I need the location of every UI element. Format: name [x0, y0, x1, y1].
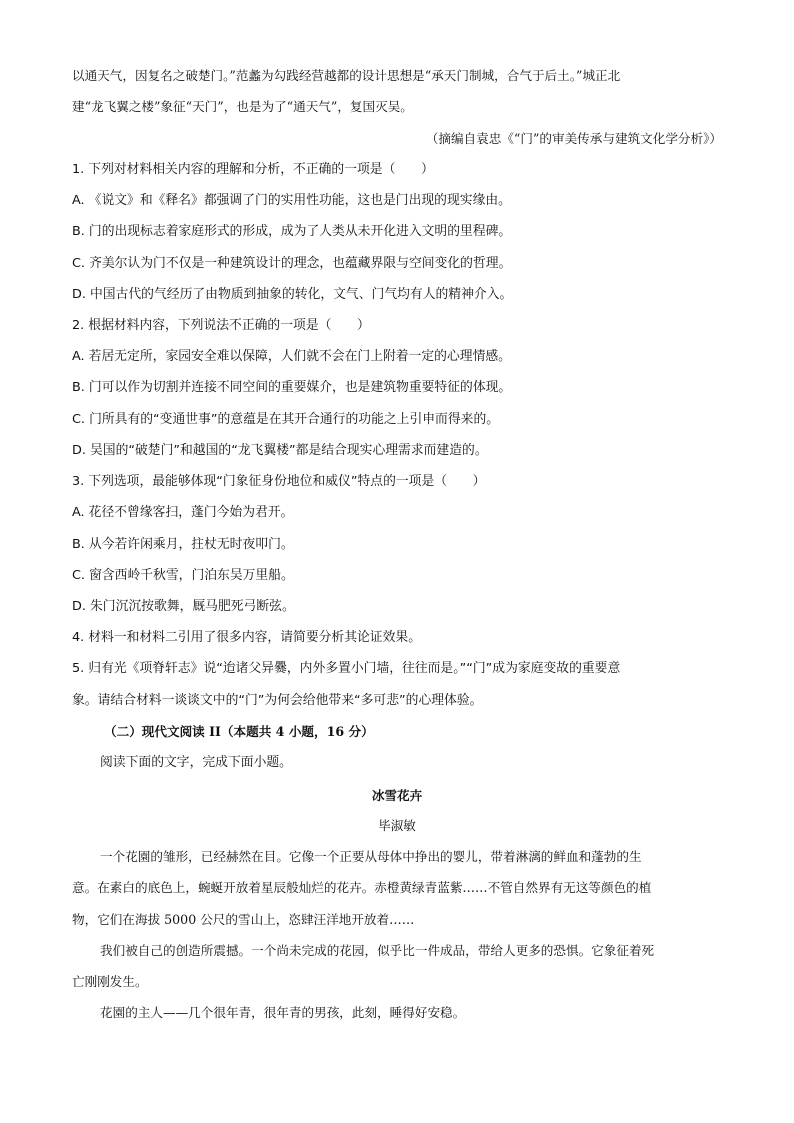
question-stem: 5. 归有光《项脊轩志》说“迨诸父异爨，内外多置小门墙，往往而是。”“门”成为家庭变故的重要意: [72, 661, 621, 676]
question-stem: 2. 根据材料内容，下列说法不正确的一项是（ ）: [72, 318, 370, 333]
question-option: A. 花径不曾缘客扫，蓬门今始为君开。: [72, 505, 294, 520]
section-heading: （二）现代文阅读 II（本题共 4 小题，16 分）: [104, 724, 374, 739]
question-option: C. 门所具有的“变通世事”的意蕴是在其开合通行的功能之上引申而得来的。: [72, 412, 500, 427]
article-paragraph-line: 意。在素白的底色上，蜿蜒开放着星辰般灿烂的花卉。赤橙黄绿青蓝紫……不管自然界有无这等颜色的植: [72, 880, 652, 895]
material-text-line: 以通天气，因复名之破楚门。”范蠡为勾践经营越都的设计思想是“承天门制城，合气于后土。”城正北: [72, 68, 621, 83]
article-title: 冰雪花卉: [371, 788, 423, 803]
question-stem: 3. 下列选项，最能够体现“门象征身份地位和威仪”特点的一项是（ ）: [72, 474, 486, 489]
question-option: C. 齐美尔认为门不仅是一种建筑设计的理念，也蕴藏界限与空间变化的哲理。: [72, 256, 512, 271]
article-paragraph-line: 一个花園的雏形，已经赫然在目。它像一个正要从母体中挣出的婴儿，带着淋漓的鲜血和蓬勃的生: [100, 849, 642, 864]
question-stem: 1. 下列对材料相关内容的理解和分析，不正确的一项是（ ）: [72, 162, 434, 177]
question-option: A. 若居无定所，家园安全难以保障，人们就不会在门上附着一定的心理情感。: [72, 349, 511, 364]
article-author: 毕淑敏: [378, 818, 416, 833]
article-paragraph-line: 我们被自己的创造所震撼。一个尚未完成的花园，似乎比一件成品，带给人更多的恐惧。它象征着死: [100, 943, 655, 958]
article-paragraph-line: 亡刚刚发生。: [72, 974, 148, 989]
question-stem: 4. 材料一和材料二引用了很多内容，请简要分析其论证效果。: [72, 630, 421, 645]
section-instruction: 阅读下面的文字，完成下面小题。: [100, 755, 292, 770]
question-option: A. 《说文》和《释名》都强调了门的实用性功能，这也是门出现的现实缘由。: [72, 193, 511, 208]
question-option: B. 从今若许闲乘月，拄杖无时夜叩门。: [72, 537, 294, 552]
material-source: （摘编自袁忠《“门”的审美传承与建筑文化学分析》）: [425, 131, 722, 146]
material-text-line: 建“龙飞翼之楼”象征“天门”，也是为了“通天气”，复国灭吴。: [72, 99, 413, 114]
question-option: D. 吴国的“破楚门”和越国的“龙飞翼楼”都是结合现实心理需求而建造的。: [72, 443, 488, 458]
question-option: D. 中国古代的气经历了由物质到抽象的转化，文气、门气均有人的精神介入。: [72, 287, 513, 302]
question-option: D. 朱门沉沉按歌舞，厩马肥死弓断弦。: [72, 599, 295, 614]
question-option: B. 门可以作为切割并连接不同空间的重要媒介，也是建筑物重要特征的体现。: [72, 380, 512, 395]
question-stem-continued: 象。请结合材料一谈谈文中的“门”为何会给他带来“多可悲”的心理体验。: [72, 693, 483, 708]
article-paragraph-line: 物，它们在海拔 5000 公尺的雪山上，恣肆汪洋地开放着……: [72, 912, 415, 927]
question-option: C. 窗含西岭千秋雪，门泊东吴万里船。: [72, 568, 294, 583]
article-paragraph-line: 花園的主人——几个很年青，很年青的男孩，此刻，睡得好安稳。: [100, 1005, 466, 1020]
question-option: B. 门的出现标志着家庭形式的形成，成为了人类从未开化进入文明的里程碑。: [72, 224, 512, 239]
